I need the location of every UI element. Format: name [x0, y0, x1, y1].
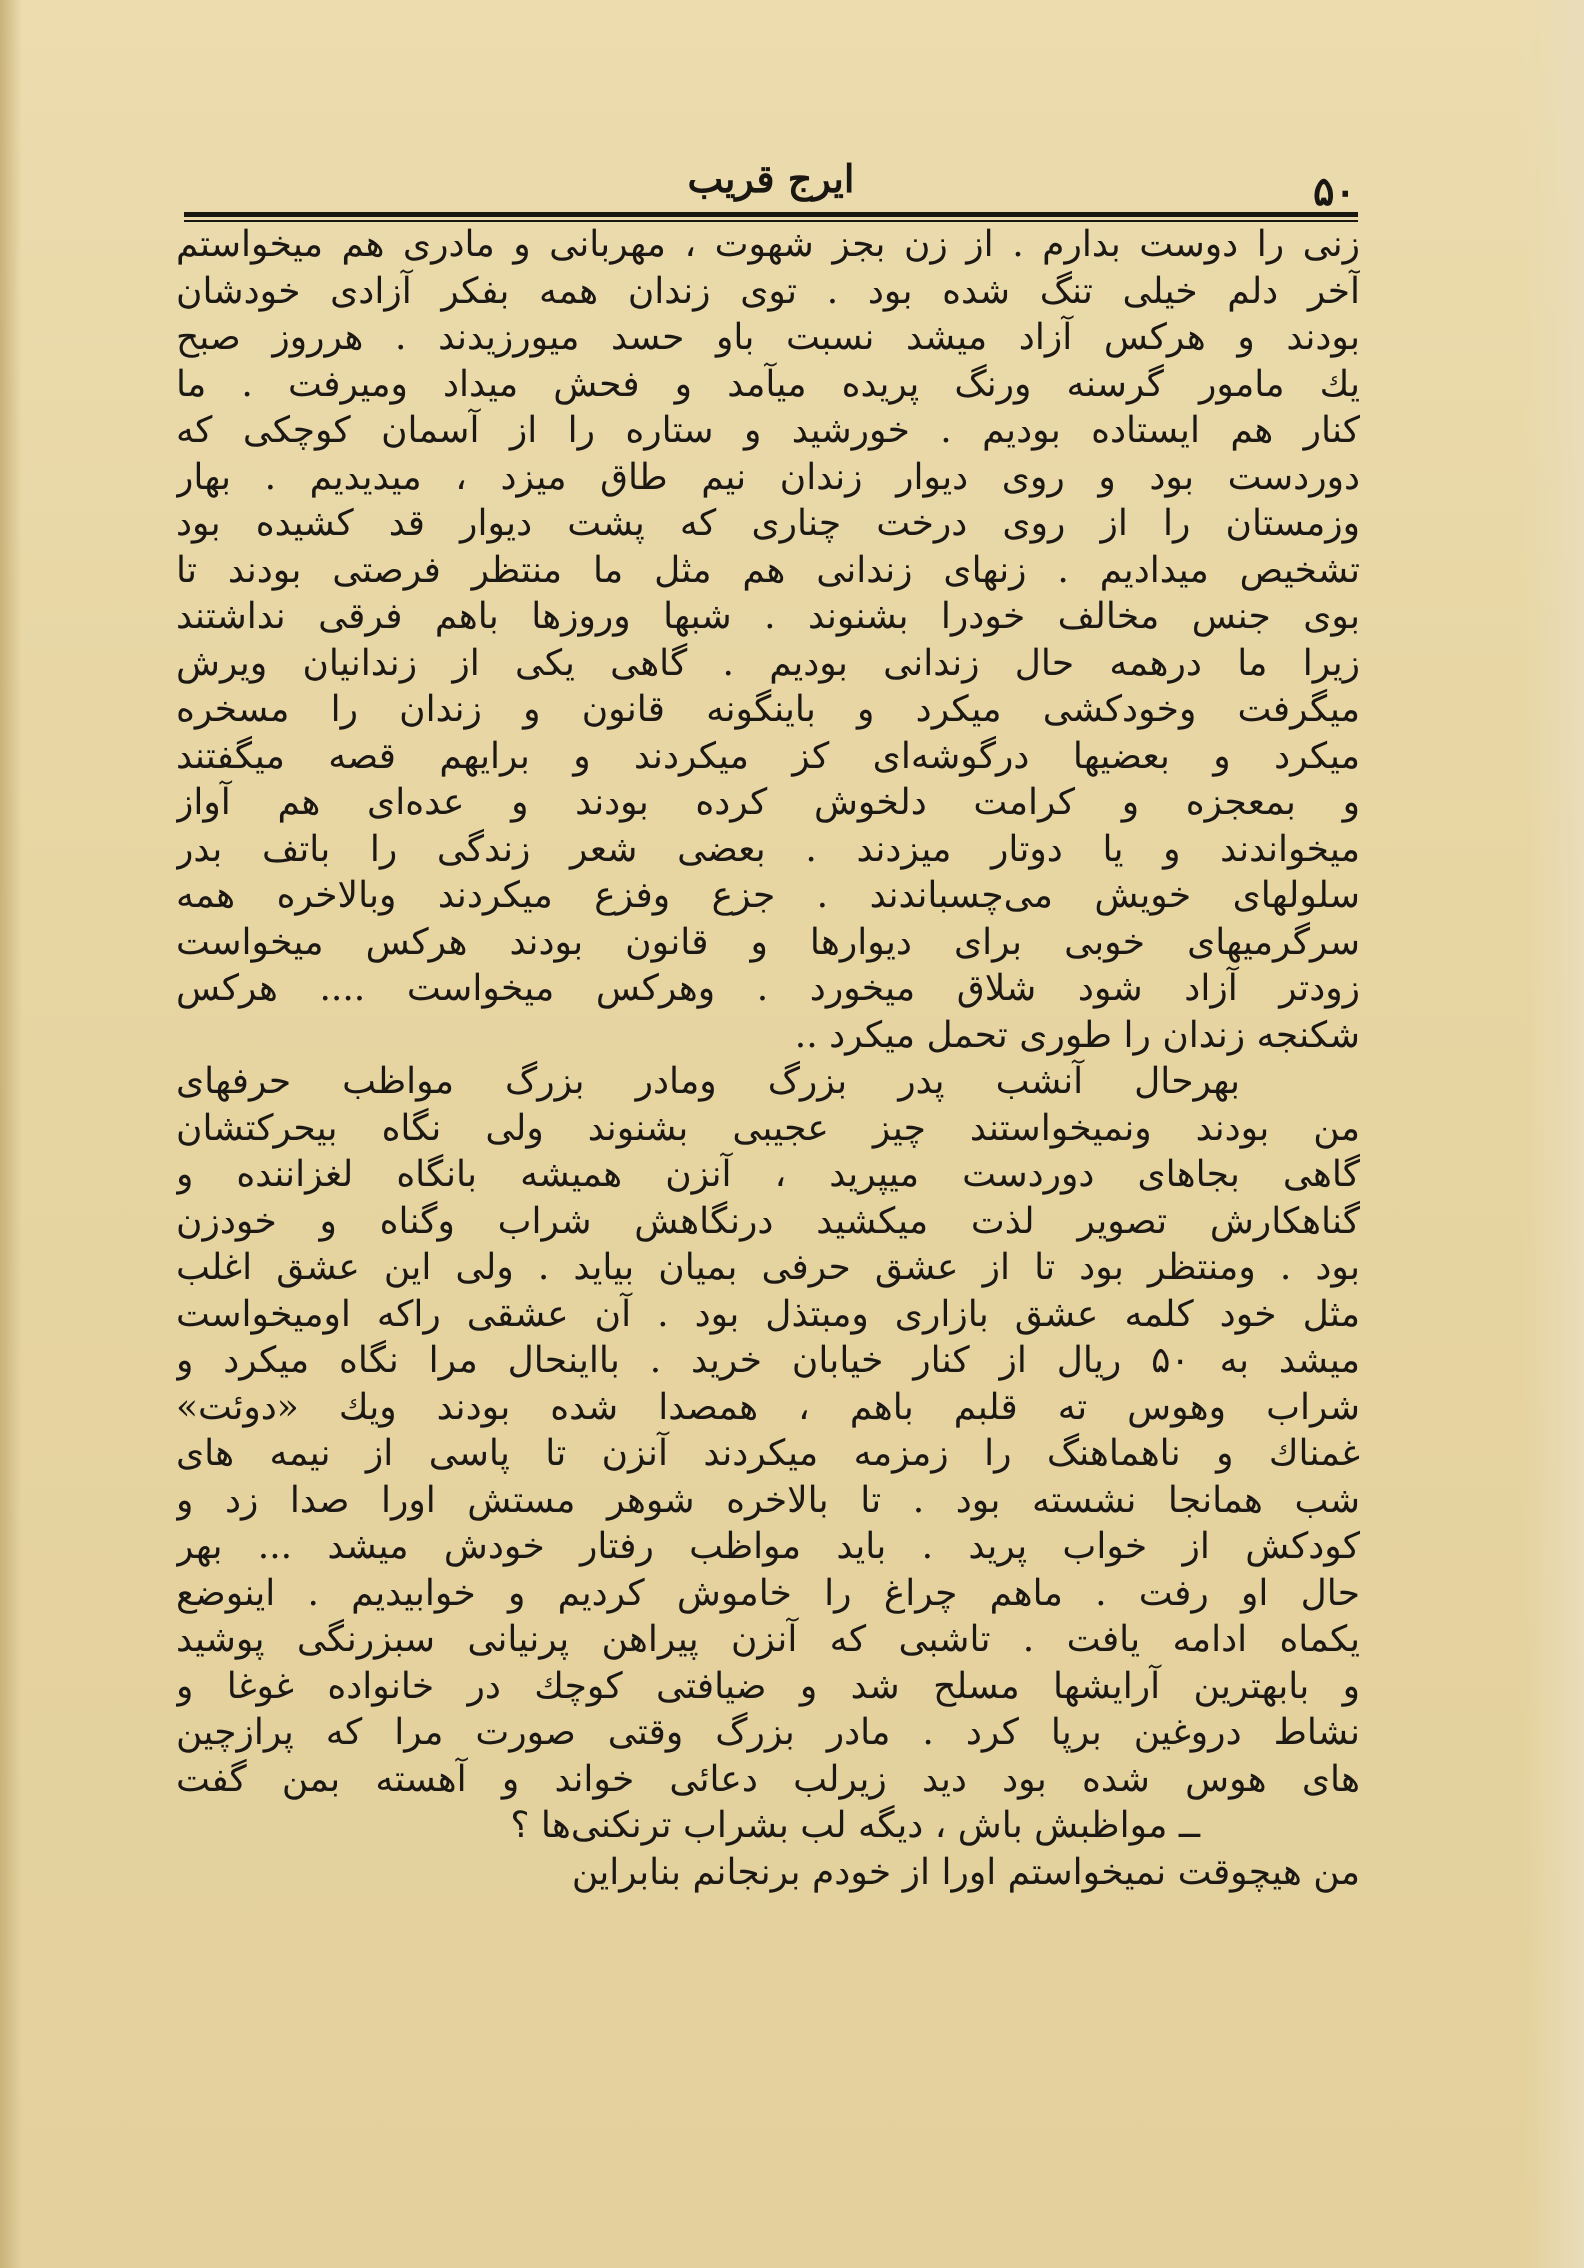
text-line: میکرد و بعضیها درگوشه‌ای کز میکردند و برایهم قصه میگفتند	[176, 735, 1360, 777]
text-line: مثل خود کلمه عشق بازاری ومبتذل بود . آن عشقی راکه اومیخواست	[176, 1293, 1360, 1335]
text-line: یك مامور گرسنه ورنگ پریده میآمد و فحش میداد ومیرفت . ما	[176, 363, 1360, 405]
text-line: شکنجه زندان را طوری تحمل میکرد ..	[794, 1014, 1360, 1056]
dialogue-line: ــ مواظبش باش ، دیگه لب بشراب ترنکنی‌ها ؟	[510, 1805, 1200, 1846]
text-line: گناهکارش تصویر لذت میکشید درنگاهش شراب وگناه و خودزن	[176, 1200, 1360, 1242]
running-title: ایرج قریب	[687, 156, 855, 201]
header-rule	[184, 212, 1358, 222]
page-number: ۵۰	[1313, 168, 1356, 215]
text-line: میخواندند و یا دوتار میزدند . بعضی شعر زندگی را باتف بدر	[176, 828, 1360, 870]
text-line: و بمعجزه و کرامت دلخوش کرده بودند و عده‌ای هم آواز	[176, 782, 1360, 823]
text-line: های هوس شده بود دید زیرلب دعائی خواند و آهسته بمن گفت	[176, 1758, 1360, 1800]
text-line: گاهی بجاهای دوردست میپرید ، آنزن همیشه بانگاه لغزاننده و	[176, 1154, 1360, 1195]
text-line: سرگرمیهای خوبی برای دیوارها و قانون بودند هرکس میخواست	[176, 921, 1360, 963]
text-line: میشد به ۵۰ ریال از کنار خیابان خرید . بااینحال مرا نگاه میکرد و	[176, 1340, 1360, 1381]
text-line: و بابهترین آرایشها مسلح شد و ضیافتی کوچك در خانواده غوغا و	[176, 1665, 1360, 1707]
text-line: یکماه ادامه یافت . تاشبی که آنزن پیراهن پرنیانی سبزرنگی پوشید	[176, 1619, 1360, 1660]
text-line: میگرفت وخودکشی میکرد و باینگونه قانون و زندان را مسخره	[176, 689, 1360, 730]
text-line: دوردست بود و روی دیوار زندان نیم طاق میزد ، میدیدیم . بهار	[176, 456, 1360, 498]
body-text	[176, 222, 1360, 1896]
text-line: زودتر آزاد شود شلاق میخورد . وهرکس میخواست .... هرکس	[176, 968, 1360, 1009]
text-line: زنی را دوست بدارم . از زن بجز شهوت ، مهربانی و مادری هم میخواستم	[176, 224, 1360, 265]
text-line: تشخیص میدادیم . زنهای زندانی هم مثل ما منتظر فرصتی بودند تا	[176, 549, 1360, 591]
text-line: من بودند ونمیخواستند چیز عجیبی بشنوند ولی نگاه بیحرکتشان	[176, 1107, 1360, 1149]
text-line: غمناك و ناهماهنگ را زمزمه میکردند آنزن تا پاسی از نیمه های	[176, 1433, 1360, 1474]
page-header	[186, 150, 1356, 215]
text-line: نشاط دروغین برپا کرد . مادر بزرگ وقتی صورت مرا که پرازچین	[176, 1712, 1360, 1753]
text-line: بود . ومنتظر بود تا از عشق حرفی بمیان بیاید . ولی این عشق اغلب	[176, 1247, 1360, 1288]
text-line: بوی جنس مخالف خودرا بشنوند . شبها وروزها باهم فرقی نداشتند	[176, 596, 1360, 637]
text-line: وزمستان را از روی درخت چناری که پشت دیوار قد کشیده بود	[176, 503, 1360, 544]
text-line: من هیچوقت نمیخواستم اورا از خودم برنجانم بنابراین	[571, 1851, 1360, 1893]
text-line: بهرحال آنشب پدر بزرگ ومادر بزرگ مواظب حرفهای	[176, 1061, 1240, 1102]
text-line: شب همانجا نشسته بود . تا بالاخره شوهر مستش اورا صدا زد و	[176, 1479, 1360, 1521]
text-line: حال او رفت . ماهم چراغ را خاموش کردیم و خوابیدیم . اینوضع	[176, 1572, 1360, 1614]
text-line: شراب وهوس ته قلبم باهم ، همصدا شده بودند ویك «دوئت»	[176, 1386, 1360, 1428]
text-line: کنار هم ایستاده بودیم . خورشید و ستاره را از آسمان کوچکی که	[176, 410, 1360, 451]
text-line: کودکش از خواب پرید . باید مواظب رفتار خودش میشد ... بهر	[176, 1526, 1360, 1567]
text-line: زیرا ما درهمه حال زندانی بودیم . گاهی یکی از زندانیان ویرش	[176, 642, 1360, 684]
text-line: آخر دلم خیلی تنگ شده بود . توی زندان همه بفکر آزادی خودشان	[176, 270, 1360, 312]
text-line: بودند و هرکس آزاد میشد نسبت باو حسد میورزیدند . هرروز صبح	[176, 317, 1360, 358]
text-line: سلولهای خویش می‌چسباندند . جزع وفزع میکردند وبالاخره همه	[176, 875, 1360, 916]
